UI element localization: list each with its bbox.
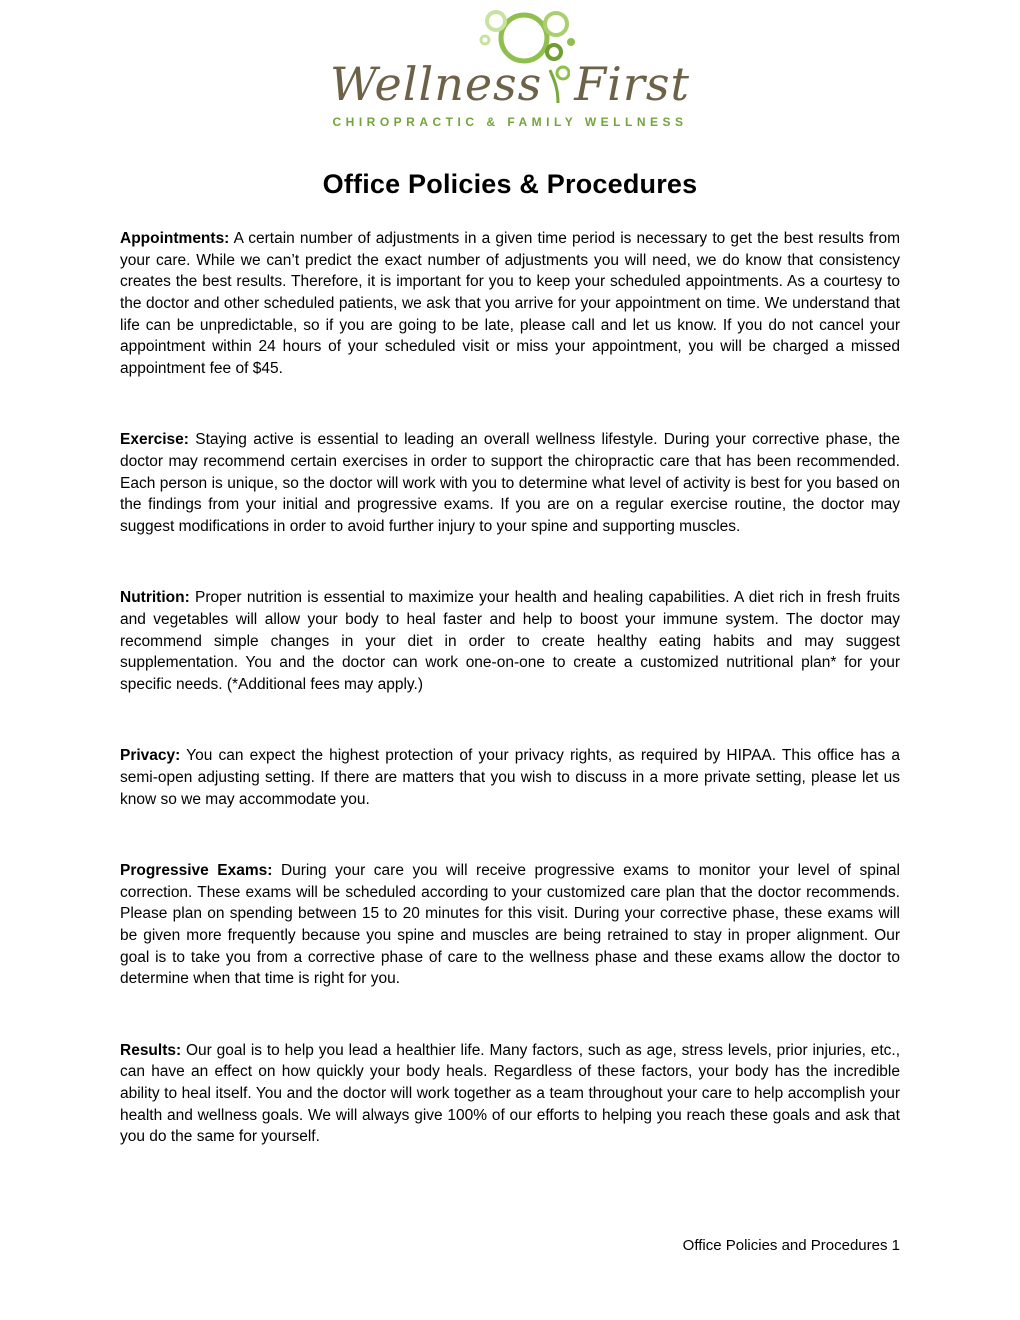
section-label: Exercise: [120,431,189,449]
section-label: Progressive Exams: [120,862,273,880]
logo-word-first: First [574,57,690,111]
section-text: Our goal is to help you lead a healthier life. Many factors, such as age, stress levels, prior injuries, etc., can have an effect on how quickly your body heals. Regardless of these factors, your body has the incredible ability to heal itself. You and the doctor will work together as a team throughout your care to help accomplish your health and wellness goals. We will always give 100% of our efforts to helping you reach these goals and ask that you do the same for yourself. [120,1041,900,1146]
section-label: Nutrition: [120,589,190,607]
paragraph-progressive-exams [120,860,900,990]
section-text: You can expect the highest protection of your privacy rights, as required by HIPAA. This office has a semi-open adjusting setting. If there are matters that you wish to discuss in a more private setting, please let us know so we may accommodate you. [120,747,900,808]
section-text: A certain number of adjustments in a given time period is necessary to get the best results from your care. While we can’t predict the exact number of adjustments you will need, we do know that consistency creates the best results. Therefore, it is important for you to keep your scheduled appointments. As a courtesy to the doctor and other scheduled patients, we ask that you arrive for your appointment on time. We understand that life can be unpredictable, so if you are going to be late, please call and let us know. If you do not cancel your appointment within 24 hours of your scheduled visit or miss your appointment, you will be charged a missed appointment fee of $45. [120,230,900,377]
section-label: Results: [120,1041,182,1059]
document-page [120,0,900,1148]
logo [120,8,900,129]
paragraph-privacy [120,745,900,810]
section-text: During your care you will receive progressive exams to monitor your level of spinal correction. These exams will be scheduled according to your customized care plan that the doctor recommends. Please plan on spending between 15 to 20 minutes for this visit. During your corrective phase, these exams will be given more frequently because you spine and muscles are being retrained to stay in proper alignment. Our goal is to take you from a corrective phase of care to the wellness phase and these exams allow the doctor to determine when that time is right for you. [120,862,900,988]
section-label: Privacy: [120,747,181,765]
section-label: Appointments: [120,230,230,248]
page-footer: Office Policies and Procedures 1 [682,1237,900,1254]
paragraph-exercise [120,429,900,537]
page-title: Office Policies & Procedures [322,169,698,200]
section-text: Proper nutrition is essential to maximize your health and healing capabilities. A diet rich in fresh fruits and vegetables will allow your body to heal faster and help to boost your immune system. The doctor may recommend simple changes in your diet in order to create healthy eating habits and may suggest supplementation. You and the doctor can work one-on-one to create a customized nutritional plan* for your specific needs. (*Additional fees may apply.) [120,589,900,693]
paragraph-nutrition [120,587,900,695]
logo-circles-icon [472,8,592,70]
sprout-icon [546,64,570,104]
paragraph-results [120,1040,900,1148]
document-body [120,228,900,1147]
logo-word-wellness: Wellness [330,57,543,111]
section-text: Staying active is essential to leading an overall wellness lifestyle. During your corrective phase, the doctor may recommend certain exercises in order to support the chiropractic care that has been recommended. Each person is unique, so the doctor will work with you to determine what level of activity is best for you based on the findings from your initial and progressive exams. If you are on a regular exercise routine, the doctor may suggest modifications in order to avoid further injury to your spine and supporting muscles. [120,431,900,535]
paragraph-appointments [120,228,900,379]
logo-tagline: CHIROPRACTIC & FAMILY WELLNESS [332,115,688,130]
